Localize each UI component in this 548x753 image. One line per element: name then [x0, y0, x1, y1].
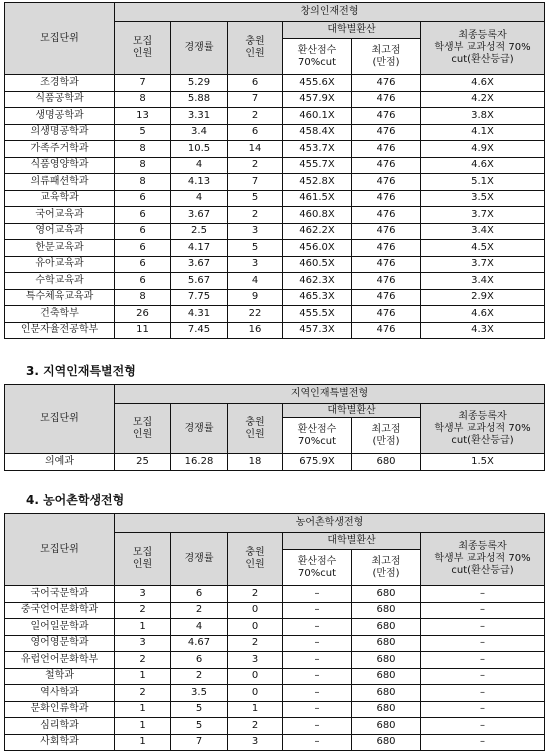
- cell-unit: 특수체육교육과: [5, 289, 115, 306]
- cell-recruit: 2: [115, 652, 171, 669]
- table-row: [5, 174, 545, 191]
- cell-fill: 2: [228, 108, 283, 125]
- cell-recruit: 25: [115, 454, 171, 471]
- cell-final: –: [421, 586, 545, 603]
- cell-final: 3.7X: [421, 256, 545, 273]
- group-title: 지역인재특별전형: [115, 385, 545, 404]
- table-row: [5, 668, 545, 685]
- cell-max: 680: [352, 668, 421, 685]
- table-row: [5, 108, 545, 125]
- cell-fill: 2: [228, 718, 283, 735]
- col-header-recruit: 모집 인원: [115, 404, 171, 454]
- cell-unit: 유럽언어문화학부: [5, 652, 115, 669]
- cell-ratio: 5: [171, 718, 228, 735]
- cell-ratio: 3.31: [171, 108, 228, 125]
- table-row: [5, 718, 545, 735]
- col-header-ratio: 경쟁률: [171, 404, 228, 454]
- cell-fill: 18: [228, 454, 283, 471]
- col-header-unit: 모집단위: [5, 514, 115, 586]
- cell-ratio: 6: [171, 586, 228, 603]
- cell-max: 680: [352, 652, 421, 669]
- table-row: [5, 306, 545, 323]
- cell-ratio: 2.5: [171, 223, 228, 240]
- cell-fill: 3: [228, 734, 283, 751]
- cell-unit: 의생명공학과: [5, 124, 115, 141]
- cell-max: 476: [352, 157, 421, 174]
- table-row: [5, 91, 545, 108]
- cell-ratio: 3.4: [171, 124, 228, 141]
- cell-final: –: [421, 652, 545, 669]
- cell-fill: 7: [228, 174, 283, 191]
- table-row: [5, 454, 545, 471]
- cell-recruit: 2: [115, 685, 171, 702]
- cell-fill: 4: [228, 273, 283, 290]
- cell-unit: 국어교육과: [5, 207, 115, 224]
- cell-unit: 중국언어문화학과: [5, 602, 115, 619]
- cell-final: 4.9X: [421, 141, 545, 158]
- cell-final: 1.5X: [421, 454, 545, 471]
- cell-unit: 건축학부: [5, 306, 115, 323]
- col-header-fill: 충원 인원: [228, 22, 283, 75]
- col-header-recruit: 모집 인원: [115, 22, 171, 75]
- cell-fill: 7: [228, 91, 283, 108]
- cell-score: 457.3X: [283, 322, 352, 339]
- cell-ratio: 4.13: [171, 174, 228, 191]
- col-header-ratio: 경쟁률: [171, 22, 228, 75]
- cell-recruit: 8: [115, 91, 171, 108]
- cell-fill: 2: [228, 157, 283, 174]
- cell-ratio: 5: [171, 701, 228, 718]
- cell-recruit: 1: [115, 734, 171, 751]
- cell-final: 4.1X: [421, 124, 545, 141]
- cell-unit: 심리학과: [5, 718, 115, 735]
- cell-fill: 6: [228, 75, 283, 92]
- table-row: [5, 602, 545, 619]
- col-header-univ: 대학별환산: [283, 404, 421, 418]
- cell-score: 453.7X: [283, 141, 352, 158]
- cell-max: 476: [352, 75, 421, 92]
- table-row: [5, 701, 545, 718]
- cell-max: 680: [352, 718, 421, 735]
- cell-final: 3.4X: [421, 273, 545, 290]
- cell-max: 680: [352, 619, 421, 636]
- cell-recruit: 26: [115, 306, 171, 323]
- cell-recruit: 1: [115, 668, 171, 685]
- cell-fill: 0: [228, 685, 283, 702]
- cell-fill: 9: [228, 289, 283, 306]
- cell-score: 461.5X: [283, 190, 352, 207]
- cell-ratio: 7: [171, 734, 228, 751]
- cell-fill: 1: [228, 701, 283, 718]
- cell-ratio: 3.67: [171, 207, 228, 224]
- cell-recruit: 6: [115, 223, 171, 240]
- cell-score: –: [283, 685, 352, 702]
- cell-score: 455.5X: [283, 306, 352, 323]
- table-row: [5, 223, 545, 240]
- cell-score: 460.1X: [283, 108, 352, 125]
- cell-max: 476: [352, 240, 421, 257]
- cell-score: –: [283, 701, 352, 718]
- col-header-max: 최고점 (만점): [352, 550, 421, 586]
- cell-ratio: 2: [171, 602, 228, 619]
- cell-final: 3.5X: [421, 190, 545, 207]
- cell-recruit: 6: [115, 207, 171, 224]
- cell-max: 476: [352, 223, 421, 240]
- cell-recruit: 5: [115, 124, 171, 141]
- cell-score: –: [283, 635, 352, 652]
- cell-fill: 6: [228, 124, 283, 141]
- cell-max: 476: [352, 256, 421, 273]
- admission-table-rural: [4, 513, 545, 751]
- cell-ratio: 16.28: [171, 454, 228, 471]
- table-row: [5, 289, 545, 306]
- cell-ratio: 3.67: [171, 256, 228, 273]
- cell-final: 3.7X: [421, 207, 545, 224]
- cell-score: –: [283, 619, 352, 636]
- cell-recruit: 13: [115, 108, 171, 125]
- cell-recruit: 8: [115, 157, 171, 174]
- cell-unit: 국어국문학과: [5, 586, 115, 603]
- col-header-score: 환산점수 70%cut: [283, 418, 352, 454]
- cell-unit: 수학교육과: [5, 273, 115, 290]
- col-header-final: 최종등록자 학생부 교과성적 70% cut(환산등급): [421, 404, 545, 454]
- table-row: [5, 273, 545, 290]
- col-header-score: 환산점수 70%cut: [283, 39, 352, 75]
- cell-recruit: 1: [115, 718, 171, 735]
- cell-score: 452.8X: [283, 174, 352, 191]
- cell-score: 465.3X: [283, 289, 352, 306]
- cell-recruit: 7: [115, 75, 171, 92]
- cell-max: 476: [352, 91, 421, 108]
- cell-ratio: 5.67: [171, 273, 228, 290]
- cell-score: 462.2X: [283, 223, 352, 240]
- cell-unit: 인문자율전공학부: [5, 322, 115, 339]
- cell-max: 476: [352, 108, 421, 125]
- cell-ratio: 6: [171, 652, 228, 669]
- col-header-score: 환산점수 70%cut: [283, 550, 352, 586]
- cell-recruit: 2: [115, 602, 171, 619]
- cell-max: 476: [352, 124, 421, 141]
- table-row: [5, 207, 545, 224]
- cell-unit: 사회학과: [5, 734, 115, 751]
- cell-ratio: 4.67: [171, 635, 228, 652]
- cell-unit: 가족주거학과: [5, 141, 115, 158]
- cell-final: –: [421, 701, 545, 718]
- cell-max: 680: [352, 454, 421, 471]
- cell-ratio: 4: [171, 157, 228, 174]
- cell-final: –: [421, 619, 545, 636]
- col-header-recruit: 모집 인원: [115, 533, 171, 586]
- cell-final: 3.4X: [421, 223, 545, 240]
- cell-final: 4.5X: [421, 240, 545, 257]
- cell-unit: 역사학과: [5, 685, 115, 702]
- cell-score: –: [283, 668, 352, 685]
- cell-max: 476: [352, 190, 421, 207]
- cell-fill: 14: [228, 141, 283, 158]
- cell-unit: 문화인류학과: [5, 701, 115, 718]
- cell-score: 460.5X: [283, 256, 352, 273]
- col-header-fill: 충원 인원: [228, 533, 283, 586]
- cell-recruit: 8: [115, 141, 171, 158]
- cell-max: 680: [352, 734, 421, 751]
- section-heading-rural: 4. 농어촌학생전형: [26, 493, 125, 507]
- cell-final: 4.6X: [421, 306, 545, 323]
- cell-final: –: [421, 685, 545, 702]
- cell-fill: 2: [228, 207, 283, 224]
- col-header-max: 최고점 (만점): [352, 39, 421, 75]
- cell-fill: 3: [228, 223, 283, 240]
- table-row: [5, 157, 545, 174]
- cell-recruit: 6: [115, 273, 171, 290]
- cell-recruit: 6: [115, 240, 171, 257]
- cell-score: 455.6X: [283, 75, 352, 92]
- cell-ratio: 2: [171, 668, 228, 685]
- cell-max: 680: [352, 602, 421, 619]
- cell-score: 460.8X: [283, 207, 352, 224]
- cell-final: 2.9X: [421, 289, 545, 306]
- cell-ratio: 10.5: [171, 141, 228, 158]
- admission-table-regional: [4, 384, 545, 471]
- cell-unit: 식품공학과: [5, 91, 115, 108]
- cell-fill: 22: [228, 306, 283, 323]
- cell-unit: 일어일문학과: [5, 619, 115, 636]
- cell-recruit: 6: [115, 256, 171, 273]
- table-row: [5, 190, 545, 207]
- cell-unit: 영어교육과: [5, 223, 115, 240]
- col-header-max: 최고점 (만점): [352, 418, 421, 454]
- cell-fill: 2: [228, 635, 283, 652]
- cell-unit: 철학과: [5, 668, 115, 685]
- cell-final: 4.3X: [421, 322, 545, 339]
- cell-fill: 0: [228, 619, 283, 636]
- cell-fill: 2: [228, 586, 283, 603]
- cell-recruit: 6: [115, 190, 171, 207]
- cell-score: –: [283, 602, 352, 619]
- table-row: [5, 619, 545, 636]
- cell-score: 456.0X: [283, 240, 352, 257]
- cell-recruit: 3: [115, 635, 171, 652]
- cell-max: 476: [352, 174, 421, 191]
- cell-ratio: 4: [171, 619, 228, 636]
- cell-score: –: [283, 586, 352, 603]
- cell-max: 476: [352, 141, 421, 158]
- cell-fill: 16: [228, 322, 283, 339]
- table-row: [5, 685, 545, 702]
- table-row: [5, 586, 545, 603]
- cell-unit: 생명공학과: [5, 108, 115, 125]
- cell-score: 457.9X: [283, 91, 352, 108]
- cell-unit: 의예과: [5, 454, 115, 471]
- cell-score: 455.7X: [283, 157, 352, 174]
- cell-unit: 영어영문학과: [5, 635, 115, 652]
- cell-recruit: 3: [115, 586, 171, 603]
- cell-score: –: [283, 718, 352, 735]
- table-row: [5, 124, 545, 141]
- cell-score: –: [283, 652, 352, 669]
- cell-final: –: [421, 718, 545, 735]
- cell-score: 675.9X: [283, 454, 352, 471]
- cell-score: –: [283, 734, 352, 751]
- cell-unit: 의류패션학과: [5, 174, 115, 191]
- cell-recruit: 1: [115, 701, 171, 718]
- cell-recruit: 11: [115, 322, 171, 339]
- cell-unit: 식품영양학과: [5, 157, 115, 174]
- table-row: [5, 652, 545, 669]
- table-row: [5, 635, 545, 652]
- cell-recruit: 8: [115, 289, 171, 306]
- cell-fill: 5: [228, 190, 283, 207]
- cell-recruit: 8: [115, 174, 171, 191]
- cell-fill: 3: [228, 256, 283, 273]
- col-header-ratio: 경쟁률: [171, 533, 228, 586]
- table-row: [5, 322, 545, 339]
- cell-fill: 0: [228, 668, 283, 685]
- cell-unit: 한문교육과: [5, 240, 115, 257]
- cell-ratio: 5.29: [171, 75, 228, 92]
- cell-fill: 5: [228, 240, 283, 257]
- col-header-final: 최종등록자 학생부 교과성적 70% cut(환산등급): [421, 533, 545, 586]
- cell-final: 4.2X: [421, 91, 545, 108]
- cell-max: 476: [352, 289, 421, 306]
- cell-max: 476: [352, 322, 421, 339]
- section-heading-regional: 3. 지역인재특별전형: [26, 364, 136, 378]
- admission-table-creative: [4, 2, 545, 339]
- cell-final: –: [421, 635, 545, 652]
- cell-final: 4.6X: [421, 75, 545, 92]
- cell-ratio: 7.45: [171, 322, 228, 339]
- cell-max: 680: [352, 685, 421, 702]
- cell-ratio: 4: [171, 190, 228, 207]
- cell-final: –: [421, 602, 545, 619]
- cell-max: 476: [352, 273, 421, 290]
- col-header-final: 최종등록자 학생부 교과성적 70% cut(환산등급): [421, 22, 545, 75]
- cell-final: 4.6X: [421, 157, 545, 174]
- table-row: [5, 734, 545, 751]
- cell-max: 680: [352, 586, 421, 603]
- cell-fill: 0: [228, 602, 283, 619]
- cell-unit: 유아교육과: [5, 256, 115, 273]
- table-row: [5, 256, 545, 273]
- cell-recruit: 1: [115, 619, 171, 636]
- cell-score: 458.4X: [283, 124, 352, 141]
- col-header-univ: 대학별환산: [283, 22, 421, 39]
- cell-fill: 3: [228, 652, 283, 669]
- cell-max: 476: [352, 207, 421, 224]
- group-title: 창의인재전형: [115, 3, 545, 22]
- col-header-fill: 충원 인원: [228, 404, 283, 454]
- cell-ratio: 7.75: [171, 289, 228, 306]
- cell-final: 5.1X: [421, 174, 545, 191]
- cell-max: 680: [352, 635, 421, 652]
- cell-final: 3.8X: [421, 108, 545, 125]
- cell-final: –: [421, 668, 545, 685]
- cell-max: 476: [352, 306, 421, 323]
- cell-unit: 교육학과: [5, 190, 115, 207]
- cell-score: 462.3X: [283, 273, 352, 290]
- col-header-univ: 대학별환산: [283, 533, 421, 550]
- cell-final: –: [421, 734, 545, 751]
- cell-ratio: 5.88: [171, 91, 228, 108]
- table-row: [5, 240, 545, 257]
- col-header-unit: 모집단위: [5, 3, 115, 75]
- cell-unit: 조경학과: [5, 75, 115, 92]
- col-header-unit: 모집단위: [5, 385, 115, 454]
- table-row: [5, 141, 545, 158]
- group-title: 농어촌학생전형: [115, 514, 545, 533]
- cell-max: 680: [352, 701, 421, 718]
- cell-ratio: 3.5: [171, 685, 228, 702]
- cell-ratio: 4.31: [171, 306, 228, 323]
- table-row: [5, 75, 545, 92]
- cell-ratio: 4.17: [171, 240, 228, 257]
